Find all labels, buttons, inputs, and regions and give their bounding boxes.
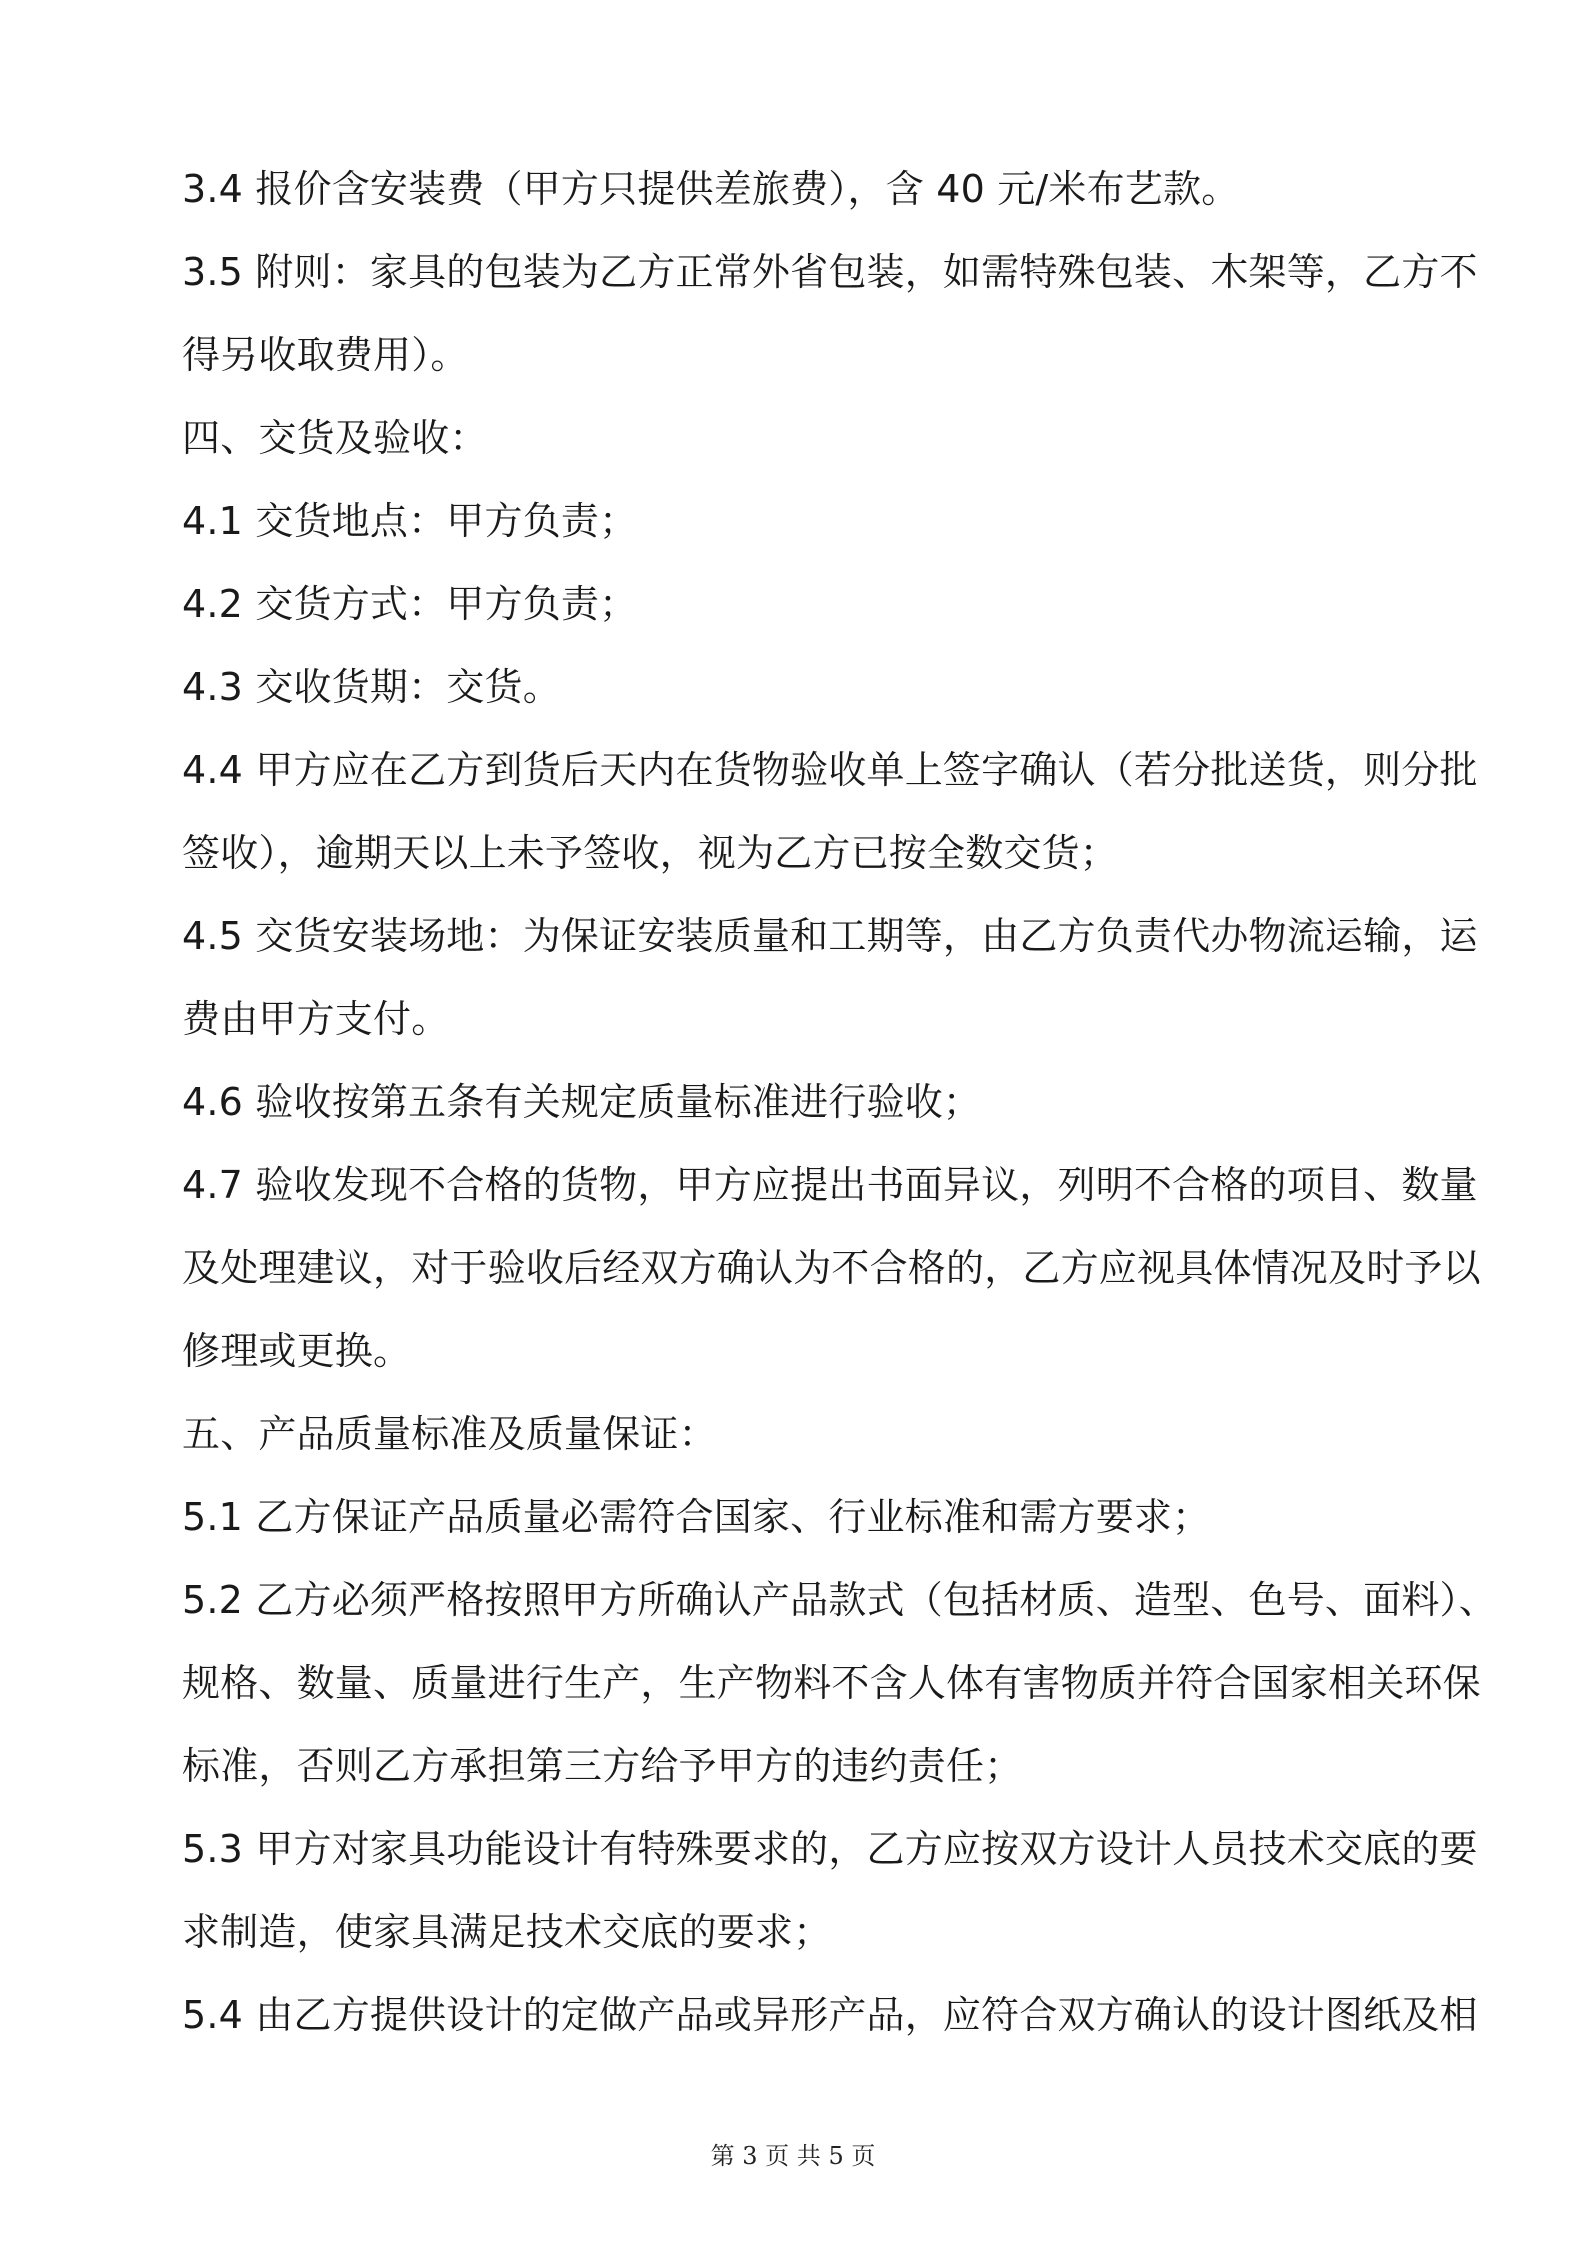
text-line-3-5-cont: 得另收取费用）。	[182, 333, 469, 377]
text-line-5-2-cont-2: 标准，否则乙方承担第三方给予甲方的违约责任；	[182, 1744, 1023, 1788]
text-line-3-4: 3.4 报价含安装费（甲方只提供差旅费），含 40 元/米布艺款。	[182, 167, 1240, 211]
text-line-5-2: 5.2 乙方必须严格按照甲方所确认产品款式（包括材质、造型、色号、面料）、	[182, 1578, 1497, 1622]
text-line-5-3: 5.3 甲方对家具功能设计有特殊要求的，乙方应按双方设计人员技术交底的要	[182, 1827, 1478, 1871]
text-line-5-1: 5.1 乙方保证产品质量必需符合国家、行业标准和需方要求；	[182, 1495, 1211, 1539]
text-line-5-2-cont-1: 规格、数量、质量进行生产，生产物料不含人体有害物质并符合国家相关环保	[182, 1661, 1481, 1705]
text-line-4-3: 4.3 交收货期：交货。	[182, 665, 561, 709]
section-heading-quality: 五、产品质量标准及质量保证：	[182, 1412, 717, 1456]
text-line-5-3-cont: 求制造，使家具满足技术交底的要求；	[182, 1910, 832, 1954]
text-line-4-4: 4.4 甲方应在乙方到货后天内在货物验收单上签字确认（若分批送货，则分批	[182, 748, 1478, 792]
section-heading-delivery: 四、交货及验收：	[182, 416, 488, 460]
text-line-4-1: 4.1 交货地点：甲方负责；	[182, 499, 638, 543]
text-line-4-7: 4.7 验收发现不合格的货物，甲方应提出书面异议，列明不合格的项目、数量	[182, 1163, 1478, 1207]
page-number-footer: 第 3 页 共 5 页	[710, 2142, 876, 2170]
text-line-3-5: 3.5 附则：家具的包装为乙方正常外省包装，如需特殊包装、木架等，乙方不	[182, 250, 1478, 294]
text-line-4-7-cont-1: 及处理建议，对于验收后经双方确认为不合格的，乙方应视具体情况及时予以	[182, 1246, 1481, 1290]
text-line-4-7-cont-2: 修理或更换。	[182, 1329, 412, 1373]
text-line-4-2: 4.2 交货方式：甲方负责；	[182, 582, 638, 626]
text-line-4-5-cont: 费由甲方支付。	[182, 997, 450, 1041]
text-line-4-6: 4.6 验收按第五条有关规定质量标准进行验收；	[182, 1080, 982, 1124]
text-line-4-5: 4.5 交货安装场地：为保证安装质量和工期等，由乙方负责代办物流运输，运	[182, 914, 1478, 958]
text-line-4-4-cont: 签收），逾期天以上未予签收，视为乙方已按全数交货；	[182, 831, 1119, 875]
document-body	[182, 148, 1497, 2057]
text-line-5-4: 5.4 由乙方提供设计的定做产品或异形产品，应符合双方确认的设计图纸及相	[182, 1993, 1478, 2037]
